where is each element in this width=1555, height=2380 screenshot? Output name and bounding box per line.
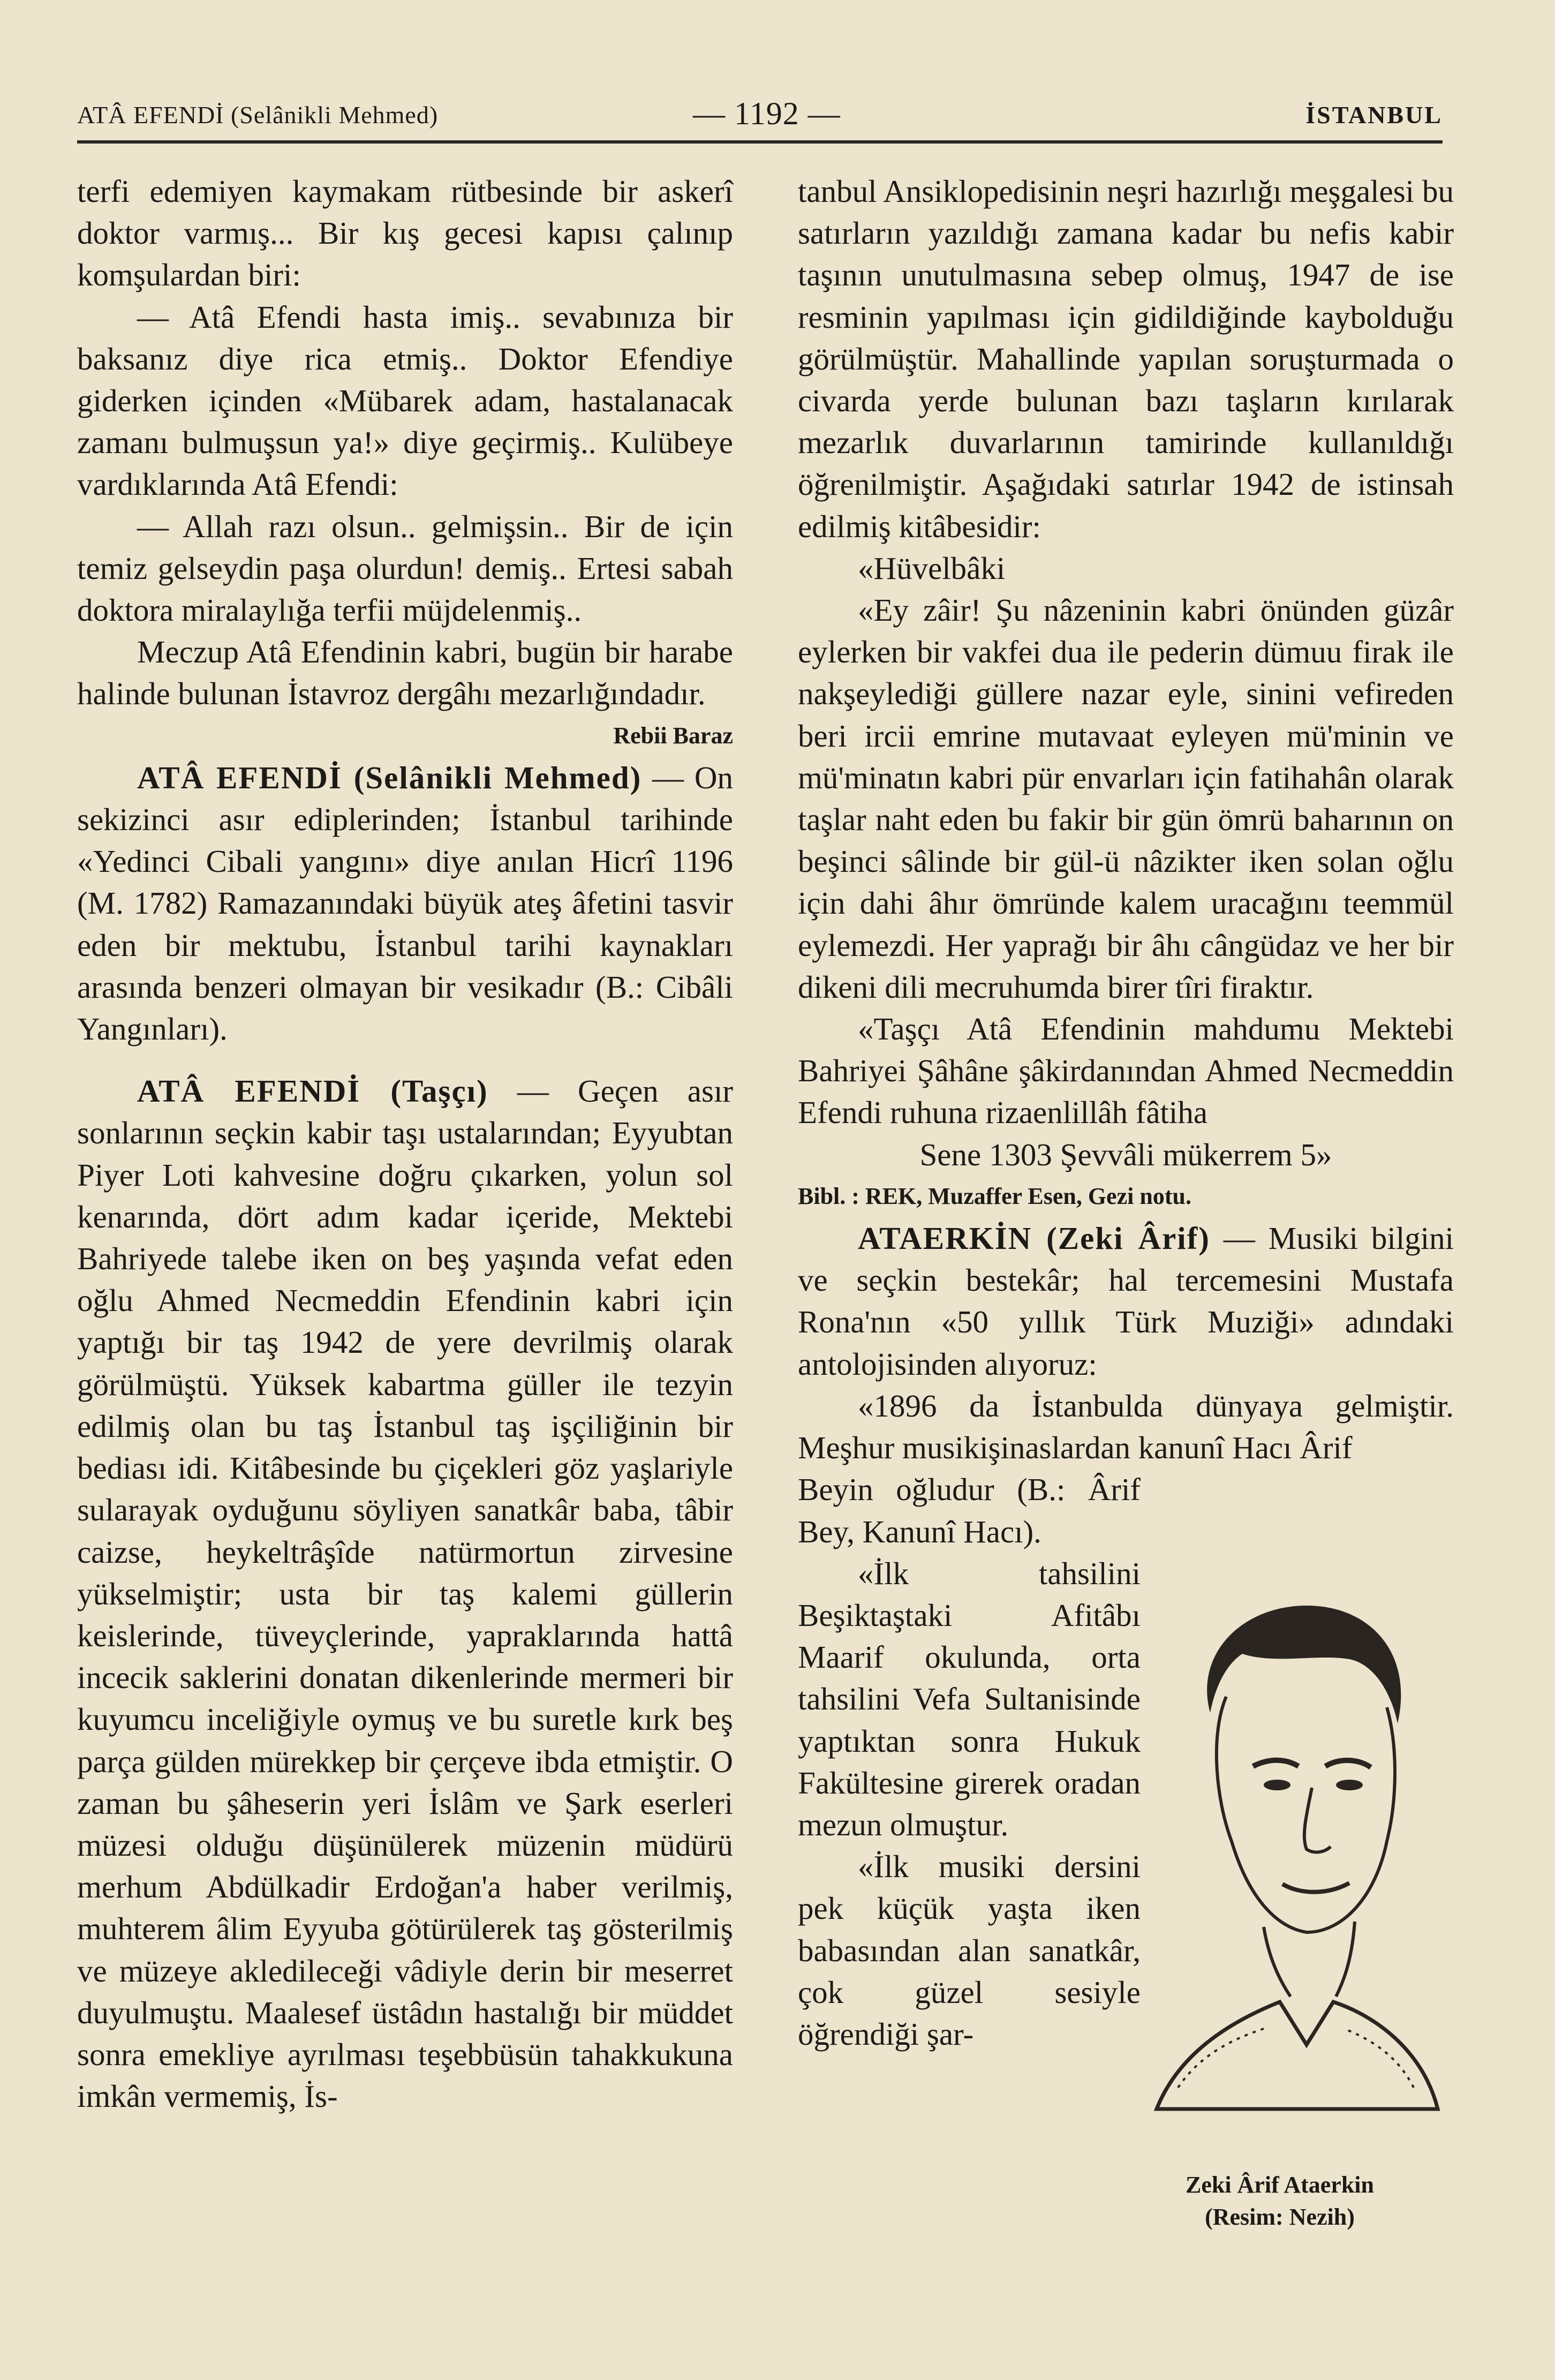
wrapped-text xyxy=(798,1468,1141,2055)
entry-ataerkin xyxy=(798,1217,1454,1385)
bibliography: Bibl. : REK, Muzaffer Esen, Gezi notu. xyxy=(798,1183,1191,1209)
quote-line: «Hüvelbâki xyxy=(858,550,1006,586)
entry-ata-efendi-selanikli xyxy=(77,757,733,1050)
caption-name: Zeki Ârif Ataerkin xyxy=(1186,2172,1374,2198)
collar xyxy=(1157,2002,1438,2109)
header-rule xyxy=(77,140,1443,144)
quote-paragraph: «Taşçı Atâ Efendinin mahdumu Mektebi Bahriyei Şâhâne şâkirdanından Ahmed Necmeddin Efendi ruhuna rizaenlillâh fâtiha xyxy=(798,1011,1454,1131)
entry-title: ATÂ EFENDİ (Taşçı) xyxy=(137,1073,488,1109)
running-head-left: ATÂ EFENDİ (Selânikli Mehmed) xyxy=(77,101,439,129)
entry-body: — On sekizinci asır ediplerinden; İstanbul tarihinde «Yedinci Cibali yangını» diye anılan Hicrî 1196 (M. 1782) Ramazanındaki büyük ateş âfetini tasvir eden bir mektubu, İstanbul tarihi kaynakları arasında benzeri olmayan bir vesikadır (B.: Cibâli Yangınları). xyxy=(77,759,734,1047)
caption-credit: (Resim: Nezih) xyxy=(1205,2204,1355,2230)
page-number: — 1192 — xyxy=(693,96,841,131)
right-brow xyxy=(1325,1760,1371,1767)
quote-paragraph: «İlk tahsilini Beşiktaştaki Afitâbı Maarif okulunda, orta tahsilini Vefa Sultanisinde yaptıktan sonra Hukuk Fakültesine girerek oradan mezun olmuştur. xyxy=(798,1555,1141,1842)
quote-paragraph: «İlk musiki dersini pek küçük yaşta iken babasından alan sanatkâr, çok güzel sesiyle öğrendiği şar- xyxy=(798,1849,1141,2052)
paragraph: tanbul Ansiklopedisinin neşri hazırlığı meşgalesi bu satırların yazıldığı zamana kadar bu nefis kabir taşının unutulmasına sebep olmuş, 1947 de ise resminin yapılması için gidildiğinde kaybolduğu görülmüştür. Mahallinde yapılan soruşturmada o civarda yerde bulunan bazı taşların kırılarak mezarlık duvarlarının tamirinde kullanıldığı öğrenilmiştir. Aşağıdaki satırlar 1942 de istinsah edilmiş kitâbesidir: xyxy=(798,174,1454,544)
right-eye xyxy=(1336,1780,1363,1790)
quote-date: Sene 1303 Şevvâli mükerrem 5» xyxy=(919,1136,1332,1172)
paragraph: Meczup Atâ Efendinin kabri, bugün bir harabe halinde bulunan İstavroz dergâhı mezarlığındadır. xyxy=(77,634,733,712)
entry-ata-efendi-tasci xyxy=(77,1070,733,2117)
spacer xyxy=(77,1050,733,1070)
entry-body: — Geçen asır sonlarının seçkin kabir taşı ustalarından; Eyyubtan Piyer Loti kahvesine doğru çıkarken, yolun sol kenarında, dört adım kadar içeride, Mektebi Bahriyede talebe iken on beş yaşında vefat eden oğlu Ahmed Necmeddin Efendinin kabri için yaptığı bir taş 1942 de yere devrilmiş olarak görülmüştü. Yüksek kabartma güller ile tezyin edilmiş olan bu taş İstanbul taş işçiliğinin bir bediası idi. Kitâbesinde bu çiçekleri göz yaşlariyle sularayak oyduğunu söyliyen sanatkâr baba, tâbir caizse, heykeltrâşîde natürmortun zirvesine yükselmiştir; usta bir taş kalemi güllerin keislerinde, tüveyçlerinde, yapraklarında hattâ incecik saklerini donatan dikenlerinde mermeri bir kuyumcu inceliğiyle oymuş ve bu suretle kırk beş parça gülden mürekkep bir çerçeve ibda etmiştir. O zaman bu şâheserin yeri İslâm ve Şark eserleri müzesi olduğu düşünülerek müzenin müdürü merhum Abdülkadir Erdoğan'a haber verilmiş, muhterem âlim Eyyuba götürülerek taş gösterilmiş ve müzeye akledileceği vâdiyle derin bir meserret duyulmuştu. Maalesef üstâdın hastalığı bir müddet sonra emekliye ayrılması teşebbüsün tahakkukuna imkân vermemiş, İs- xyxy=(77,1073,733,2114)
hair-shape xyxy=(1207,1606,1401,1723)
mouth xyxy=(1282,1883,1349,1892)
portrait-caption xyxy=(1114,2169,1446,2233)
paragraph: — Allah razı olsun.. gelmişsin.. Bir de için temiz gelseydin paşa olurdun! demiş.. Ertesi sabah doktora miralaylığa terfii müjdelenmiş.. xyxy=(77,508,733,628)
paragraph: terfi edemiyen kaymakam rütbesinde bir askerî doktor varmış... Bir kış gecesi kapısı çalınıp komşulardan biri: xyxy=(77,174,733,293)
entry-title: ATAERKİN (Zeki Ârif) xyxy=(858,1221,1210,1256)
quote-paragraph: «Ey zâir! Şu nâzeninin kabri önünden güzâr eylerken bir vakfei dua ile pederin dümuu firak ile nakşeylediği güllere nazar eyle, sinini vefireden beri ircii emrine mutavaat eyleyen mü'minin ve mü'minatın kabri pür envarları için fatihahân olarak taşlar naht eden bu fakir bir gün ömrü baharının on beşinci sâlinde bir gül-ü nâzikter iken solan oğlu için dahi âhır ömründe kalem uracağını teemmül eylemezdi. Her yaprağı bir âhı cângüdaz ve her bir dikeni dili mecruhumda birer tîri firaktır. xyxy=(798,592,1454,1005)
author-signature: Rebii Baraz xyxy=(613,722,733,749)
entry-body: — Musiki bilgini ve seçkin bestekâr; hal tercemesini Mustafa Rona'nın «50 yıllık Türk Muziği» adındaki antolojisinden alıyoruz: xyxy=(798,1221,1454,1382)
left-brow xyxy=(1253,1760,1299,1766)
portrait-illustration xyxy=(1146,1573,1446,2152)
left-eye xyxy=(1264,1780,1290,1790)
quote-paragraph: «1896 da İstanbulda dünyaya gelmiştir. Meşhur musikişinaslardan kanunî Hacı Ârif xyxy=(798,1388,1454,1466)
page-header xyxy=(77,95,1443,138)
paragraph: — Atâ Efendi hasta imiş.. sevabınıza bir baksanız diye rica etmiş.. Doktor Efendiye giderken içinden «Mübarek adam, hastalanacak zamanı bulmuşsun ya!» diye geçirmiş.. Kulübeye vardıklarında Atâ Efendi: xyxy=(77,299,733,502)
quote-paragraph: Beyin oğludur (B.: Ârif Bey, Kanunî Hacı). xyxy=(798,1472,1141,1549)
portrait-drawing xyxy=(1146,1573,1446,2136)
entry-title: ATÂ EFENDİ (Selânikli Mehmed) xyxy=(137,759,642,795)
nose xyxy=(1304,1788,1331,1852)
running-head-right: İSTANBUL xyxy=(1305,101,1443,129)
left-column xyxy=(77,170,733,2117)
